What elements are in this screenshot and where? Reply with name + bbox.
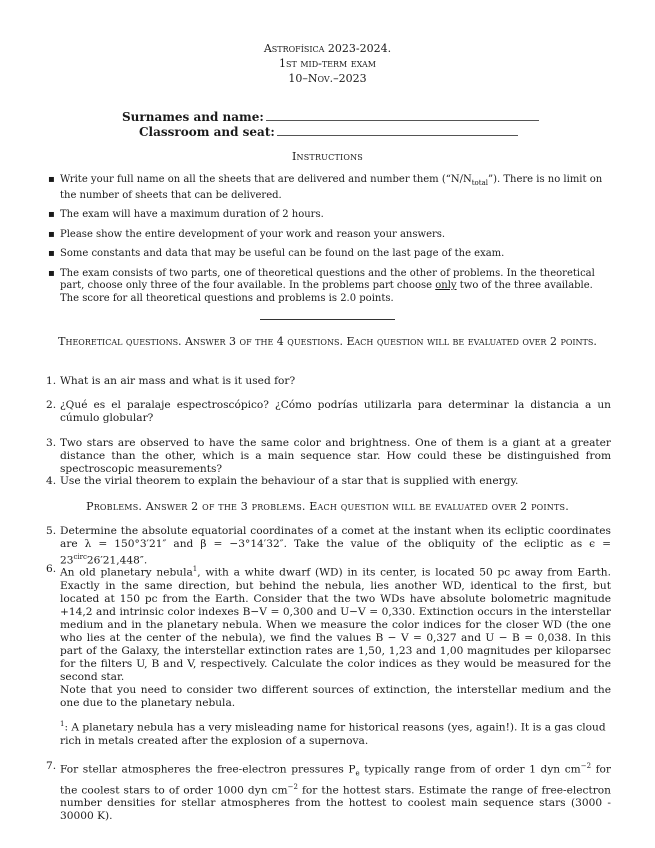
course-title: Astrofísica 2023-2024. (263, 42, 392, 55)
instructions-list (48, 174, 610, 312)
footnote: $^1$: A planetary nebula has a very misleading name for historical reasons (yes, again!). It is a gas cloud rich in metals created after the explosion of a supernova. (60, 720, 606, 747)
problem-5 (46, 525, 611, 568)
theory-title: Theoretical questions. Answer 3 of the 4 questions. Each question will be evaluated over 2 points. (58, 335, 597, 348)
problem-number: 6. (46, 563, 57, 575)
problem-text: Determine the absolute equatorial coordinates of a comet at the instant when its ecliptic coordinates are λ = 150°3′21″ and β = −3°14′32″. Take the value of the obliquity of the ecliptic as $\epsilon = 23^{circ}26'21,448''$. (60, 525, 611, 567)
surnames-name-line (266, 119, 539, 121)
instruction-item: ▪ The exam consists of two parts, one of theoretical questions and the other of problems. In the theoretical part, choose only three of the four available. In the problems part choose only two of the three available. The score for all theoretical questions and problems is 2.0 points. (48, 268, 610, 306)
problem-7 (46, 760, 611, 823)
instruction-item: ▪ The exam will have a maximum duration of 2 hours. (48, 209, 610, 222)
exam-title: 1st mid-term exam (279, 57, 376, 70)
instruction-item: ▪ Some constants and data that may be useful can be found on the last page of the exam. (48, 248, 610, 261)
instruction-item: ▪ Please show the entire development of your work and reason your answers. (48, 229, 610, 242)
question-number: 2. (46, 399, 57, 411)
question-text: What is an air mass and what is it used for? (60, 375, 296, 387)
problem-number: 5. (46, 525, 57, 537)
question-4 (46, 475, 611, 488)
instructions-title: Instructions (292, 150, 363, 163)
classroom-seat-line (277, 134, 518, 136)
problem-text: For stellar atmospheres the free-electron pressures $P_e$ typically range from of order 1 dyn $cm^{-2}$ for the coolest stars to of order 1000 dyn $cm^{-2}$ for the hottest stars. Estimate the range of free-electron number densities for stellar atmospheres from the hottest to coolest main sequence stars (3000 - 30000 K). (60, 762, 611, 823)
problem-6 (46, 563, 611, 710)
problem-number: 7. (46, 760, 57, 772)
instruction-item: ▪ Write your full name on all the sheets that are delivered and number them $(“N/N_{total}”)$. There is no limit on the number of sheets that can be delivered. (48, 174, 610, 202)
classroom-seat-field[interactable] (139, 125, 518, 139)
problems-title: Problems. Answer 2 of the 3 problems. Each question will be evaluated over 2 points. (86, 500, 569, 513)
question-1 (46, 375, 611, 388)
exam-date: 10–Nov.–2023 (288, 72, 367, 85)
surnames-name-field[interactable] (122, 110, 539, 124)
question-number: 4. (46, 475, 57, 487)
classroom-seat-label: Classroom and seat: (139, 125, 275, 139)
problem-text: An old planetary nebula$^1$, with a white dwarf (WD) in its center, is located 50 pc away from Earth. Exactly in the same direction, but behind the nebula, lies another WD, identical to the first, but located at 150 pc from the Earth. Consider that the two WDs have absolute bolometric magnitude +14,2 and intrinsic color indexes B−V = 0,300 and U−V = 0,330. Extinction occurs in the interstellar medium and in the planetary nebula. When we measure the color indices for the closer WD (the one who lies at the center of the nebula), we find the values B − V = 0,327 and U − B = 0,038. In this part of the Galaxy, the interstellar extinction rates are 1,50, 1,23 and 1,00 magnitudes per kiloparsec for the filters U, B and V, respectively. Calculate the color indices as they would be measured for the second star. Note that you need to consider two different sources of extinction, the interstellar medium and the one due to the planetary nebula. (60, 565, 611, 709)
question-text: Two stars are observed to have the same color and brightness. One of them is a giant at a greater distance than the other, which is a main sequence star. How could these be distinguished from spectroscopic measurements? (60, 437, 611, 475)
question-number: 1. (46, 375, 57, 387)
surnames-name-label: Surnames and name: (122, 110, 264, 124)
question-3 (46, 437, 611, 476)
section-divider (260, 319, 395, 320)
question-text: ¿Qué es el paralaje espectroscópico? ¿Cómo podrías utilizarla para determinar la distancia a un cúmulo globular? (60, 399, 611, 424)
question-text: Use the virial theorem to explain the behaviour of a star that is supplied with energy. (60, 475, 519, 487)
question-number: 3. (46, 437, 57, 449)
question-2 (46, 399, 611, 425)
